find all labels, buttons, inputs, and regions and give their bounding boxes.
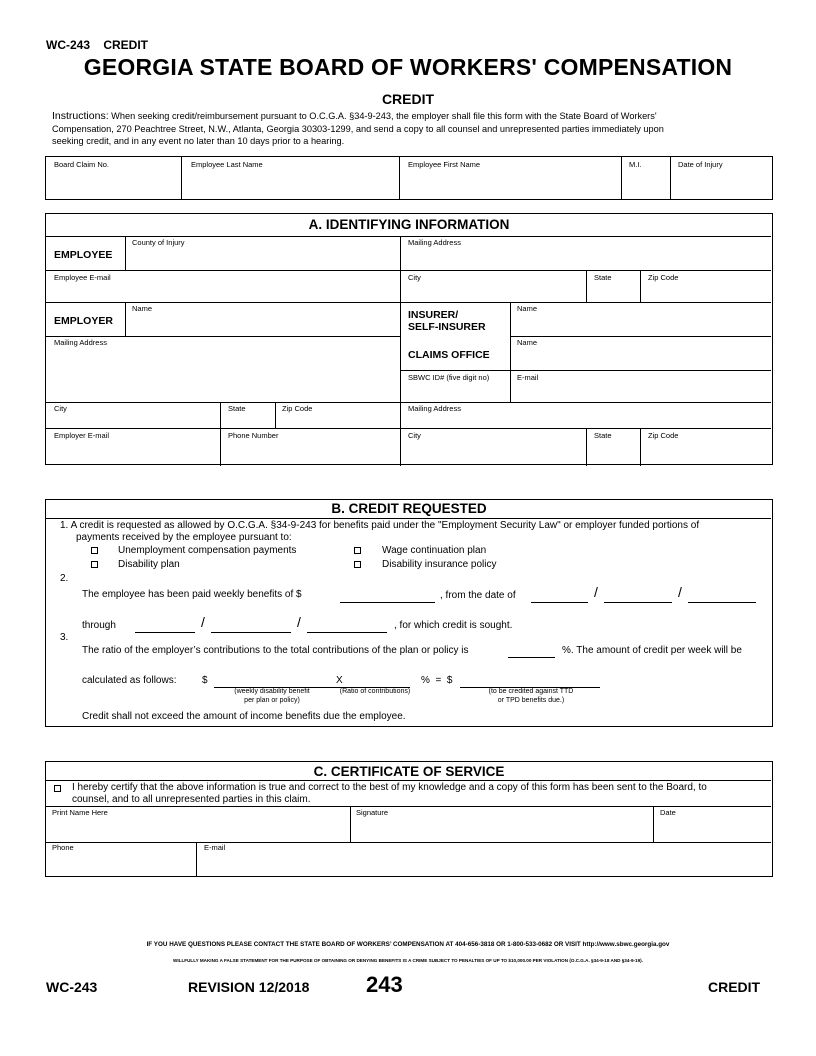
from-slash-2: / [678, 584, 682, 600]
employer-mailing-address-field[interactable] [46, 347, 400, 402]
employee-heading: EMPLOYEE [54, 249, 113, 261]
employer-zip-label: Zip Code [282, 404, 313, 413]
wage-continuation-checkbox[interactable] [354, 547, 361, 554]
disability-insurance-label: Disability insurance policy [382, 559, 497, 570]
employer-email-field[interactable] [46, 440, 220, 464]
board-claim-no-field[interactable] [46, 169, 181, 199]
employer-heading: EMPLOYER [54, 315, 113, 327]
footer-warning: WILLFULLY MAKING A FALSE STATEMENT FOR THE PURPOSE OF OBTAINING OR DENYING BENEFITS IS A CRIME SUBJECT TO PENALTIES OF UP TO $10,000.00 PER VIOLATION (O.C.G.A. §34-9-18 AND §34-9-19). [173, 958, 643, 963]
caption-credited-1: (to be credited against TTD [488, 688, 574, 695]
email-label: E-mail [204, 843, 226, 852]
caption-credited-2: or TPD benefits due.) [497, 697, 565, 704]
agency-title: GEORGIA STATE BOARD OF WORKERS' COMPENSATION [83, 54, 733, 80]
mi-label: M.I. [629, 160, 642, 169]
employer-city-field[interactable] [46, 413, 220, 428]
form-code-top: WC-243 CREDIT [46, 38, 149, 52]
county-of-injury-label: County of Injury [132, 238, 185, 247]
through-month-field[interactable] [135, 632, 195, 633]
employer-email-label: Employer E-mail [54, 431, 110, 440]
signature-label: Signature [356, 808, 389, 817]
certify-line1: I hereby certify that the above information is true and correct to the best of my knowledge and a copy of this form has been sent to the Board, to [72, 782, 707, 793]
form-title: CREDIT [381, 91, 435, 107]
employer-city-label: City [54, 404, 67, 413]
employee-zip-field[interactable] [641, 282, 771, 302]
claims-office-email-field[interactable] [511, 382, 771, 402]
section-a-title: A. IDENTIFYING INFORMATION [308, 217, 510, 232]
footer-form-code: WC-243 [46, 979, 98, 995]
claims-office-mailing-address-label: Mailing Address [408, 404, 461, 413]
through-year-field[interactable] [307, 632, 387, 633]
unemployment-label: Unemployment compensation payments [118, 545, 297, 556]
print-name-field[interactable] [46, 817, 350, 842]
calc-times: X [336, 675, 343, 686]
instructions-label: Instructions: [52, 110, 109, 122]
caption-weekly-disability-2: per plan or policy) [244, 697, 300, 704]
claims-office-name-field[interactable] [511, 347, 771, 370]
section-c [45, 761, 773, 877]
claims-office-zip-label: Zip Code [648, 431, 679, 440]
from-date-label: , from the date of [440, 590, 516, 601]
sbwc-id-field[interactable] [401, 382, 510, 402]
section-a [45, 213, 773, 465]
employee-zip-label: Zip Code [648, 273, 679, 282]
section-b [45, 499, 773, 727]
date-label: Date [660, 808, 676, 817]
instructions-line-3: seeking credit, and in any event no later than 10 days prior to a hearing. [52, 136, 345, 146]
ratio-percent-field[interactable] [508, 657, 555, 658]
employee-city-field[interactable] [401, 282, 586, 302]
insurer-name-label: Name [517, 304, 538, 313]
caption-weekly-disability-1: (weekly disability benefit [234, 688, 310, 695]
board-claim-no-label: Board Claim No. [54, 160, 110, 169]
claims-office-mailing-address-field[interactable] [401, 413, 771, 428]
signature-field[interactable] [351, 817, 653, 842]
claims-office-state-label: State [594, 431, 612, 440]
wage-continuation-label: Wage continuation plan [382, 545, 487, 556]
for-which-label: , for which credit is sought. [394, 620, 513, 631]
footer-questions: IF YOU HAVE QUESTIONS PLEASE CONTACT THE STATE BOARD OF WORKERS’ COMPENSATION AT 404-656-3818 OR 1-800-533-0682 OR VISIT http://www.sbwc.georgia.gov [146, 941, 670, 948]
claim-row [45, 156, 773, 200]
unemployment-checkbox[interactable] [91, 547, 98, 554]
employee-first-name-label: Employee First Name [408, 160, 481, 169]
calc-pct-eq: % = $ [421, 675, 453, 686]
credit-limit-note: Credit shall not exceed the amount of income benefits due the employee. [82, 711, 406, 722]
date-of-injury-label: Date of Injury [678, 160, 723, 169]
claims-office-city-label: City [408, 431, 421, 440]
item1-line2: payments received by the employee pursuant to: [76, 532, 292, 543]
employer-state-label: State [228, 404, 246, 413]
employee-email-label: Employee E-mail [54, 273, 111, 282]
employer-name-label: Name [132, 304, 153, 313]
certify-checkbox[interactable] [54, 785, 61, 792]
footer-form-number: 243 [366, 972, 403, 997]
disability-plan-checkbox[interactable] [91, 561, 98, 568]
employer-phone-label: Phone Number [228, 431, 279, 440]
from-month-field[interactable] [531, 602, 588, 603]
phone-label: Phone [52, 843, 74, 852]
instructions-line-1: When seeking credit/reimbursement pursuant to O.C.G.A. §34-9-243, the employer shall file this form with the State Board of Workers' [111, 111, 657, 121]
caption-ratio: (Ratio of contributions) [339, 688, 411, 695]
employee-mailing-address-label: Mailing Address [408, 238, 461, 247]
through-label: through [82, 620, 116, 631]
item1-line1: 1. A credit is requested as allowed by O.C.G.A. §34-9-243 for benefits paid under the "Employment Security Law" or employer funded portions of [60, 520, 700, 531]
claims-office-name-label: Name [517, 338, 538, 347]
through-day-field[interactable] [211, 632, 291, 633]
employee-state-label: State [594, 273, 612, 282]
date-field[interactable] [654, 817, 771, 842]
from-year-field[interactable] [688, 602, 756, 603]
calc-label: calculated as follows: [82, 675, 177, 686]
employer-phone-field[interactable] [221, 440, 400, 464]
claims-office-email-label: E-mail [517, 373, 539, 382]
employer-state-field[interactable] [221, 413, 275, 428]
employer-name-field[interactable] [126, 313, 400, 336]
employee-state-field[interactable] [587, 282, 640, 302]
footer-revision: REVISION 12/2018 [188, 979, 310, 995]
instructions-line-2: Compensation, 270 Peachtree Street, N.W., Atlanta, Georgia 30303-1299, and send a copy to all counsel and unrepresented parties immediately upon [52, 123, 664, 134]
footer-form-name: CREDIT [708, 979, 761, 995]
employee-city-label: City [408, 273, 421, 282]
claims-office-city-field[interactable] [401, 440, 586, 464]
item3-number: 3. [60, 632, 69, 643]
employer-zip-field[interactable] [276, 413, 400, 428]
email-field[interactable] [197, 852, 771, 876]
mi-field[interactable] [622, 169, 670, 199]
print-name-label: Print Name Here [52, 808, 108, 817]
employee-last-name-field[interactable] [182, 169, 399, 199]
section-c-title: C. CERTIFICATE OF SERVICE [313, 764, 505, 779]
employee-first-name-field[interactable] [400, 169, 621, 199]
sbwc-id-label: SBWC ID# (five digit no) [408, 373, 490, 382]
claims-office-state-field[interactable] [587, 440, 640, 464]
section-b-title: B. CREDIT REQUESTED [331, 501, 487, 516]
date-of-injury-field[interactable] [671, 169, 771, 199]
item2-text: The employee has been paid weekly benefits of $ [82, 589, 302, 600]
employee-mailing-address-field[interactable] [401, 247, 771, 270]
claims-office-heading: CLAIMS OFFICE [408, 349, 490, 361]
instructions [52, 110, 772, 148]
weekly-benefit-field[interactable] [340, 602, 435, 603]
item2-number: 2. [60, 573, 69, 584]
phone-field[interactable] [46, 852, 196, 876]
item3-tail: %. The amount of credit per week will be [562, 645, 742, 656]
item3-text: The ratio of the employer’s contributions to the total contributions of the plan or policy is [82, 645, 469, 656]
insurer-name-field[interactable] [511, 313, 771, 336]
insurer-heading-line1: INSURER/ [408, 309, 459, 321]
employee-email-field[interactable] [46, 282, 400, 302]
through-slash-2: / [297, 614, 301, 630]
employee-last-name-label: Employee Last Name [191, 160, 263, 169]
from-slash-1: / [594, 584, 598, 600]
through-slash-1: / [201, 614, 205, 630]
from-day-field[interactable] [604, 602, 672, 603]
certify-line2: counsel, and to all unrepresented parties in this claim. [72, 794, 311, 805]
insurer-heading-line2: SELF-INSURER [408, 321, 486, 333]
disability-insurance-checkbox[interactable] [354, 561, 361, 568]
calc-dollar: $ [202, 675, 208, 686]
county-of-injury-field[interactable] [126, 247, 400, 270]
disability-plan-label: Disability plan [118, 559, 180, 570]
claims-office-zip-field[interactable] [641, 440, 771, 464]
employer-mailing-address-label: Mailing Address [54, 338, 107, 347]
